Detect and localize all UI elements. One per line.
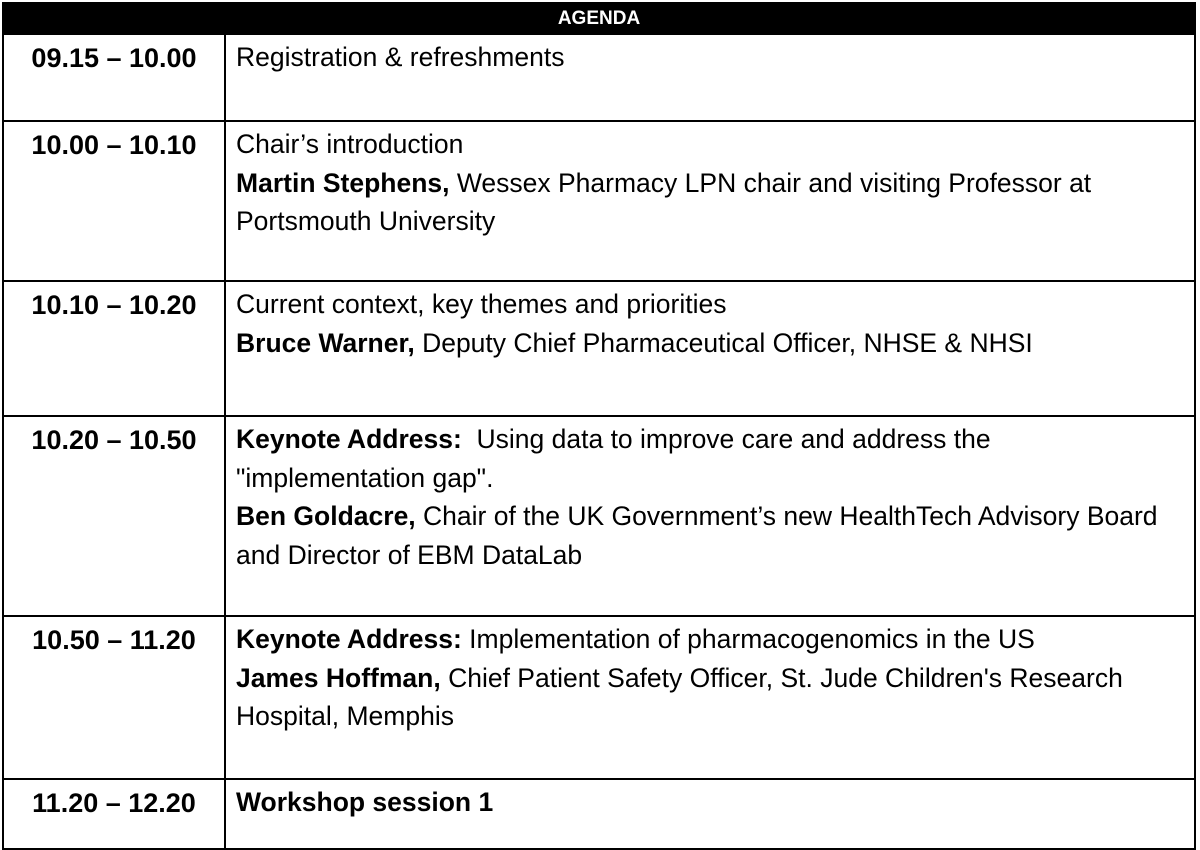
session-details bbox=[225, 616, 1195, 779]
speaker-line bbox=[236, 324, 1184, 363]
session-title: Registration & refreshments bbox=[236, 42, 565, 72]
session-label: Workshop session 1 bbox=[236, 787, 494, 817]
speaker-role: Deputy Chief Pharmaceutical Officer, NHSE & NHSI bbox=[414, 327, 1033, 358]
agenda-row bbox=[3, 416, 1195, 616]
agenda-row bbox=[3, 34, 1195, 121]
session-label: Keynote Address: bbox=[236, 424, 462, 454]
session-details bbox=[225, 281, 1195, 416]
agenda-row bbox=[3, 779, 1195, 849]
session-title: Current context, key themes and priorities bbox=[236, 289, 727, 319]
session-topic: Using data to improve care and address the "implementation gap". bbox=[236, 424, 998, 493]
speaker-line bbox=[236, 164, 1184, 241]
agenda-row bbox=[3, 616, 1195, 779]
speaker-role: Wessex Pharmacy LPN chair and visiting Professor at Portsmouth University bbox=[236, 167, 1092, 236]
session-time: 11.20 – 12.20 bbox=[3, 779, 225, 849]
session-title-line bbox=[236, 420, 1184, 497]
speaker-name: Ben Goldacre, bbox=[236, 501, 416, 531]
session-title: Chair’s introduction bbox=[236, 129, 464, 159]
speaker-name: Martin Stephens, bbox=[236, 167, 450, 198]
speaker-name: Bruce Warner, bbox=[236, 327, 415, 358]
session-topic: Implementation of pharmacogenomics in the US bbox=[461, 624, 1035, 654]
speaker-name: James Hoffman, bbox=[236, 662, 441, 693]
session-time: 10.00 – 10.10 bbox=[3, 121, 225, 281]
session-time: 10.10 – 10.20 bbox=[3, 281, 225, 416]
session-title-line bbox=[236, 620, 1184, 659]
agenda-header-row bbox=[3, 3, 1195, 34]
session-label: Keynote Address: bbox=[236, 624, 462, 654]
speaker-line bbox=[236, 659, 1184, 736]
agenda-row bbox=[3, 121, 1195, 281]
session-time: 10.50 – 11.20 bbox=[3, 616, 225, 779]
agenda-table bbox=[2, 2, 1196, 850]
session-details bbox=[225, 779, 1195, 849]
speaker-role: Chair of the UK Government’s new HealthTech Advisory Board and Director of EBM DataLab bbox=[236, 501, 1158, 570]
session-details bbox=[225, 416, 1195, 616]
session-time: 09.15 – 10.00 bbox=[3, 34, 225, 121]
session-time: 10.20 – 10.50 bbox=[3, 416, 225, 616]
session-details bbox=[225, 34, 1195, 121]
session-title-line bbox=[236, 783, 1184, 822]
speaker-line bbox=[236, 497, 1184, 574]
speaker-role: Chief Patient Safety Officer, St. Jude Children's Research Hospital, Memphis bbox=[236, 662, 1123, 731]
session-details bbox=[225, 121, 1195, 281]
agenda-row bbox=[3, 281, 1195, 416]
agenda-title: AGENDA bbox=[3, 3, 1195, 34]
